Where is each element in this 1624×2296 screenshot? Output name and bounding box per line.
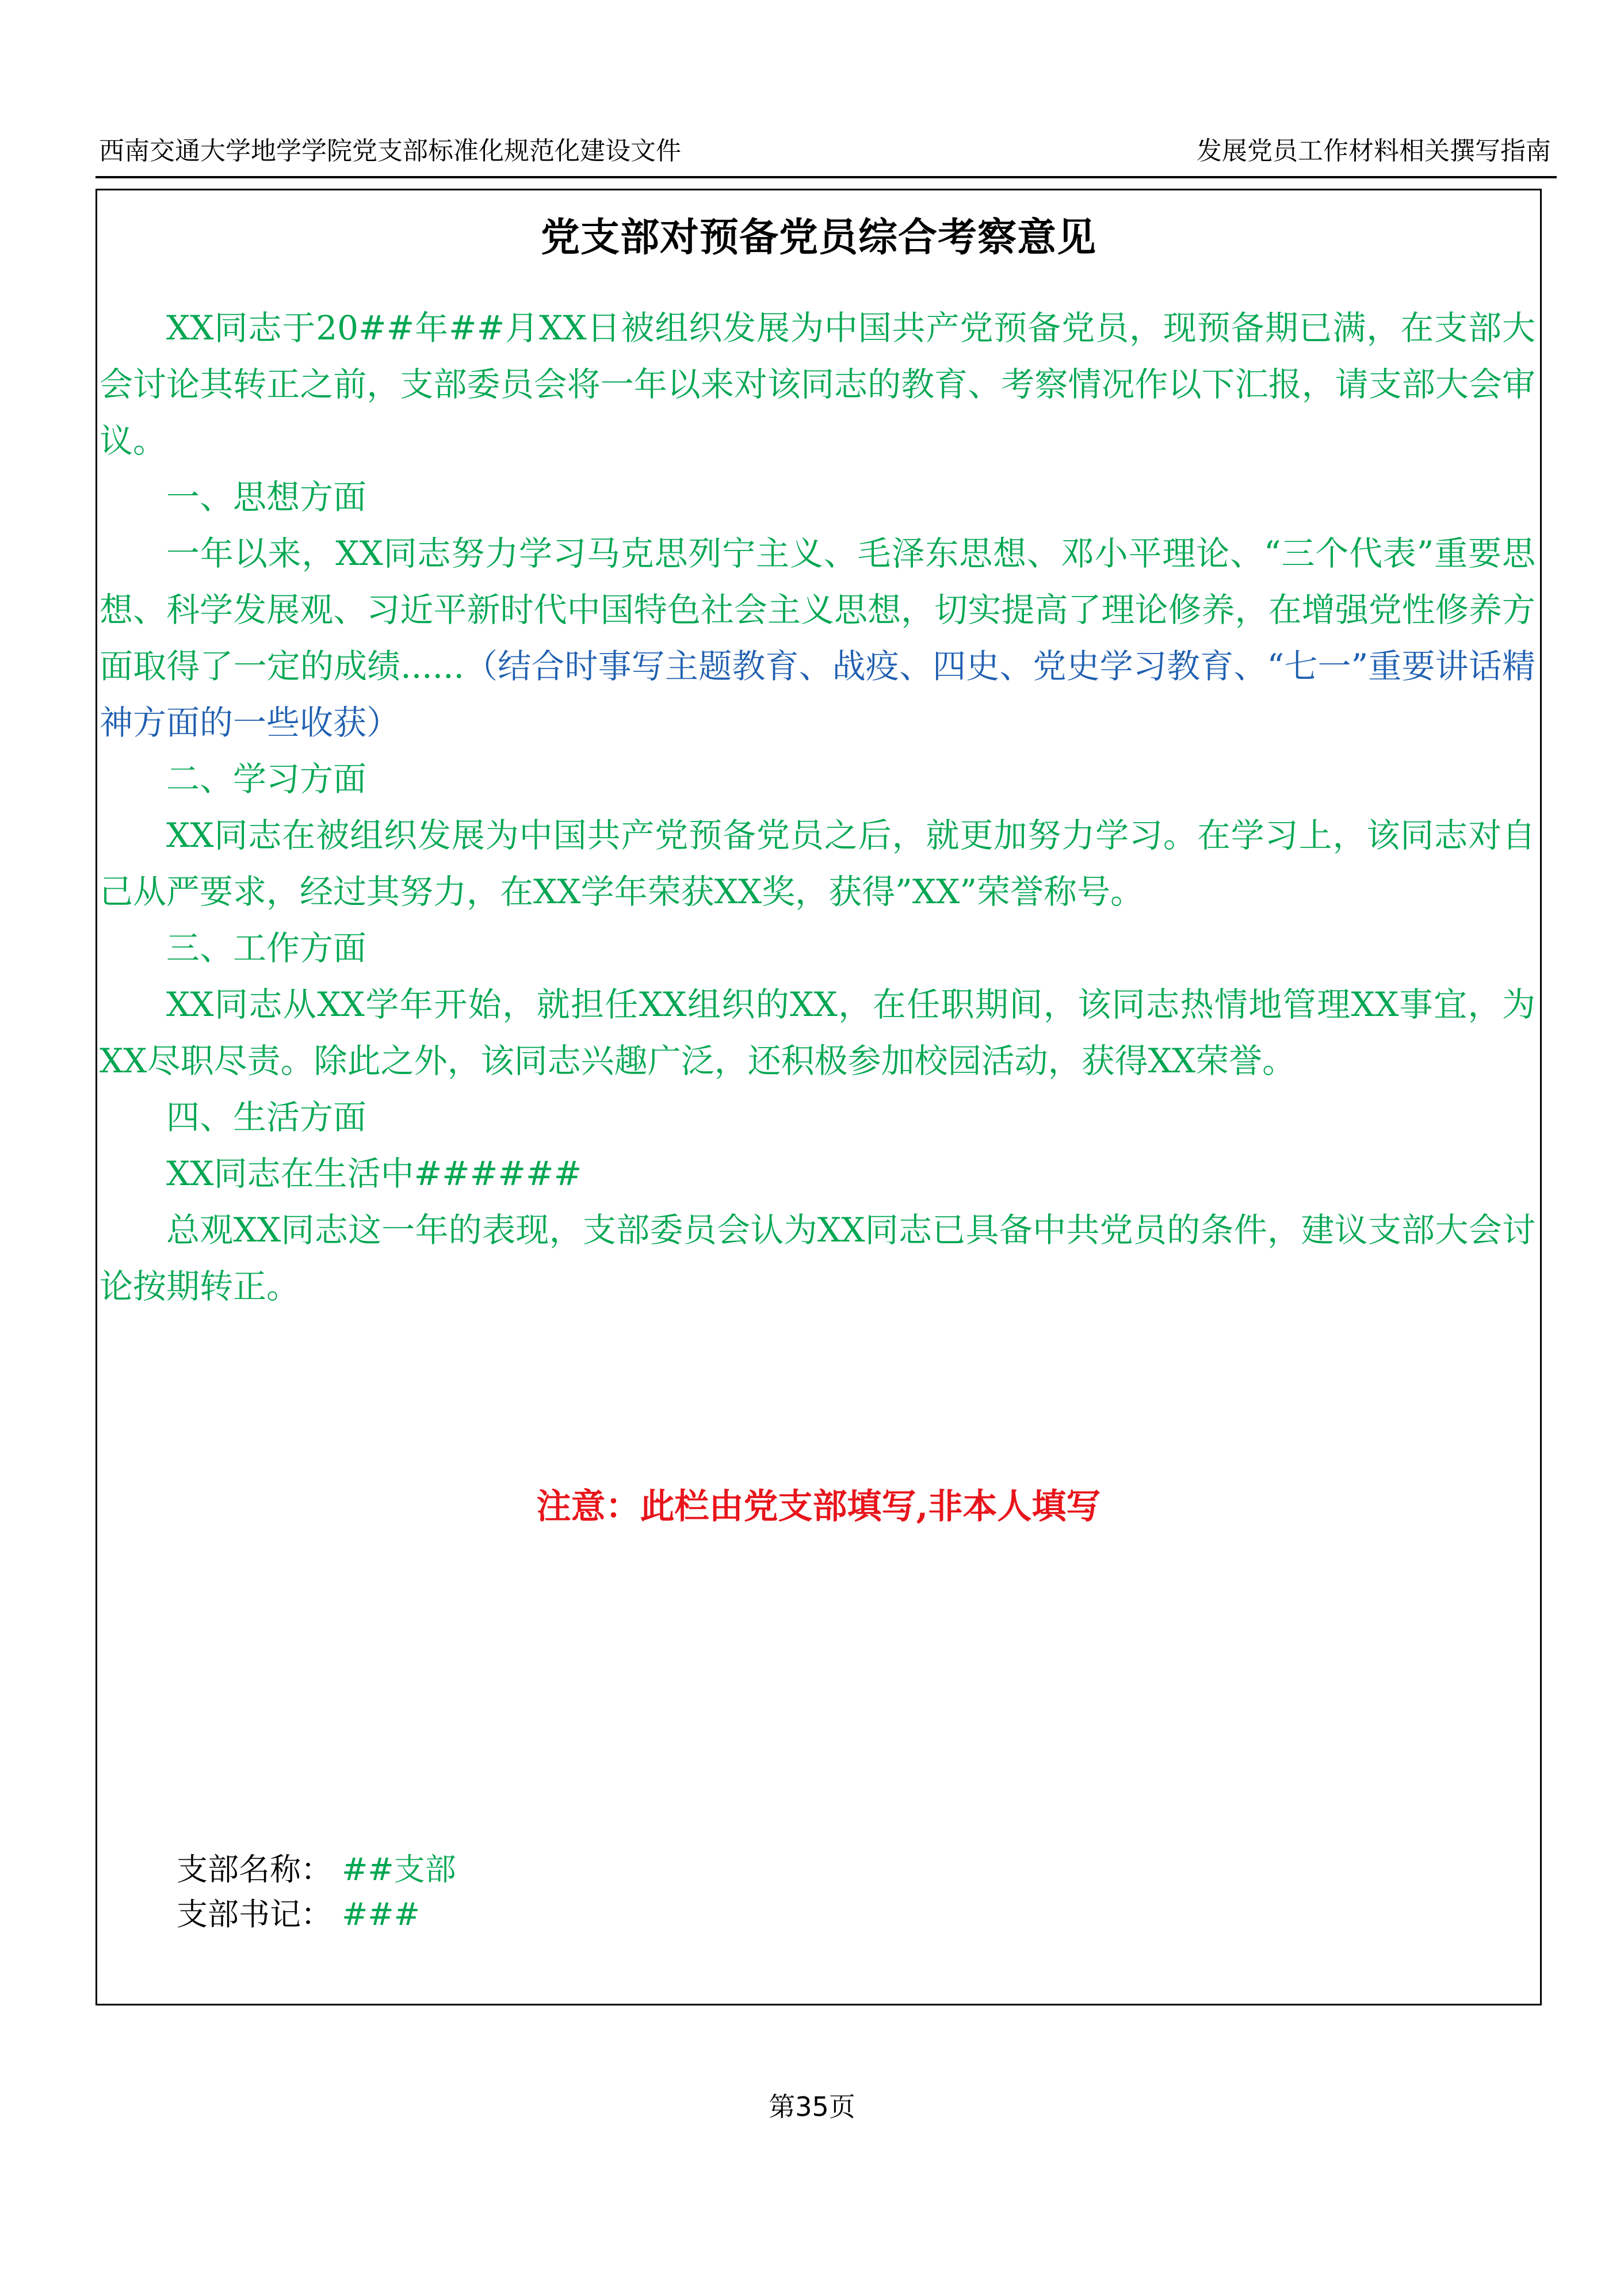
signature-block xyxy=(177,1847,456,1937)
section-heading-work: 三、工作方面 xyxy=(166,929,367,968)
branch-secretary-label: 支部书记： xyxy=(177,1896,332,1932)
document-title: 党支部对预备党员综合考察意见 xyxy=(540,215,1096,261)
page-number: 第35页 xyxy=(769,2091,855,2122)
study-paragraph: XX同志在被组织发展为中国共产党预备党员之后，就更加努力学习。在学习上，该同志对自己从严要求，经过其努力，在XX学年荣获XX奖，获得”XX”荣誉称号。 xyxy=(100,816,1535,911)
header-left-title: 西南交通大学地学学院党支部标准化规范化建设文件 xyxy=(99,136,681,166)
work-paragraph: XX同志从XX学年开始，就担任XX组织的XX，在任职期间，该同志热情地管理XX事宜，为XX尽职尽责。除此之外，该同志兴趣广泛，还积极参加校园活动，获得XX荣誉。 xyxy=(100,985,1535,1080)
branch-name-line xyxy=(177,1847,456,1892)
ideology-note: （结合时事写主题教育、战疫、四史、党史学习教育、“七一”重要讲话精神方面的一些收获） xyxy=(100,647,1535,742)
branch-secretary-line xyxy=(177,1892,456,1937)
header-right-title: 发展党员工作材料相关撰写指南 xyxy=(1197,136,1551,166)
branch-secretary-value: ### xyxy=(342,1896,420,1932)
assessment-box xyxy=(95,189,1542,2005)
section-heading-ideology: 一、思想方面 xyxy=(166,477,367,517)
notice-text: 注意：此栏由党支部填写,非本人填写 xyxy=(536,1487,1101,1527)
assessment-body xyxy=(100,300,1535,1315)
intro-paragraph: XX同志于20##年##月XX日被组织发展为中国共产党预备党员，现预备期已满，在支部大会讨论其转正之前，支部委员会将一年以来对该同志的教育、考察情况作以下汇报，请支部大会审议。 xyxy=(100,308,1535,460)
branch-name-label: 支部名称： xyxy=(177,1851,332,1888)
page-header xyxy=(95,130,1554,165)
ideology-text: 一年以来，XX同志努力学习马克思列宁主义、毛泽东思想、邓小平理论、“三个代表”重要思想、科学发展观、习近平新时代中国特色社会主义思想，切实提高了理论修养，在增强党性修养方面取得了一定的成绩...... xyxy=(100,534,1535,686)
section-heading-life: 四、生活方面 xyxy=(166,1098,367,1137)
branch-name-value: ##支部 xyxy=(342,1851,456,1888)
ideology-paragraph xyxy=(100,525,1535,751)
life-paragraph: XX同志在生活中###### xyxy=(166,1154,582,1193)
section-heading-study: 二、学习方面 xyxy=(166,759,367,799)
summary-paragraph: 总观XX同志这一年的表现，支部委员会认为XX同志已具备中共党员的条件，建议支部大会讨论按期转正。 xyxy=(100,1210,1535,1306)
header-divider xyxy=(95,176,1557,178)
